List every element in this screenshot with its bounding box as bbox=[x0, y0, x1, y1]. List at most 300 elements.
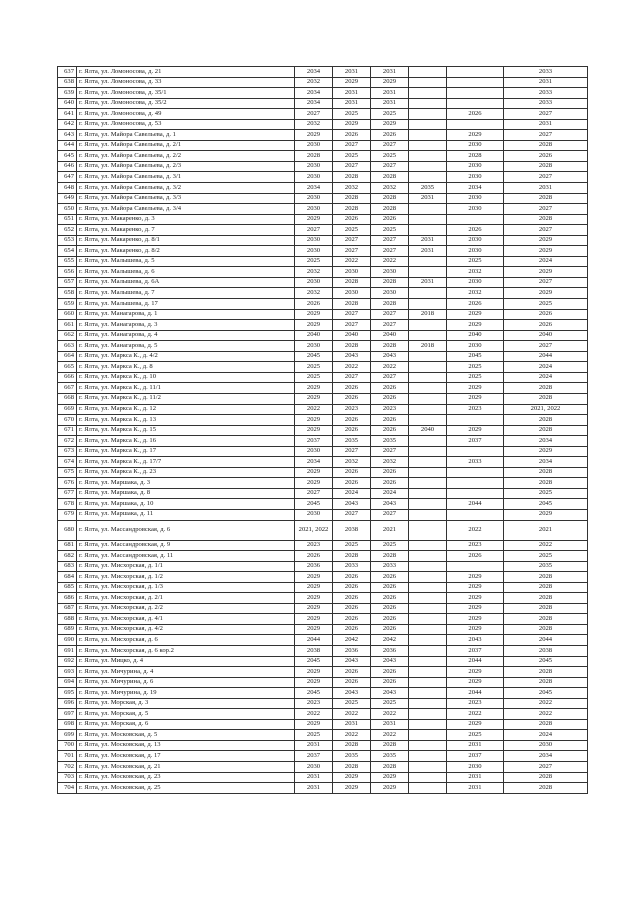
row-number-cell: 681 bbox=[58, 540, 77, 551]
year-cell: 2029 bbox=[295, 393, 333, 404]
year-cell: 2022 bbox=[333, 256, 371, 267]
year-cell bbox=[409, 109, 447, 120]
row-number-cell: 683 bbox=[58, 561, 77, 572]
table-row bbox=[58, 161, 588, 172]
address-cell: г. Ялта, ул. Маркса К., д. 8 bbox=[77, 362, 295, 373]
address-cell: г. Ялта, ул. Морская, д. 5 bbox=[77, 709, 295, 720]
year-cell: 2028 bbox=[504, 614, 588, 625]
year-cell: 2035 bbox=[371, 751, 409, 762]
address-cell: г. Ялта, ул. Мисхорская, д. 1/1 bbox=[77, 561, 295, 572]
table-row bbox=[58, 488, 588, 499]
year-cell: 2029 bbox=[371, 783, 409, 794]
address-cell: г. Ялта, ул. Мицко, д. 4 bbox=[77, 656, 295, 667]
address-cell: г. Ялта, ул. Московская, д. 21 bbox=[77, 762, 295, 773]
table-row bbox=[58, 762, 588, 773]
row-number-cell: 639 bbox=[58, 88, 77, 99]
year-cell: 2024 bbox=[504, 362, 588, 373]
address-cell: г. Ялта, ул. Маркса К., д. 23 bbox=[77, 467, 295, 478]
table-row bbox=[58, 624, 588, 635]
address-cell: г. Ялта, ул. Мисхорская, д. 4/1 bbox=[77, 614, 295, 625]
year-cell: 2044 bbox=[447, 499, 504, 510]
row-number-cell: 704 bbox=[58, 783, 77, 794]
year-cell: 2025 bbox=[333, 151, 371, 162]
table-row bbox=[58, 457, 588, 468]
year-cell bbox=[447, 446, 504, 457]
row-number-cell: 671 bbox=[58, 425, 77, 436]
year-cell: 2030 bbox=[295, 235, 333, 246]
table-row bbox=[58, 88, 588, 99]
year-cell: 2028 bbox=[333, 204, 371, 215]
year-cell: 2030 bbox=[295, 277, 333, 288]
year-cell: 2021 bbox=[371, 520, 409, 540]
address-cell: г. Ялта, ул. Маркса К., д. 16 bbox=[77, 436, 295, 447]
table-row bbox=[58, 478, 588, 489]
row-number-cell: 700 bbox=[58, 740, 77, 751]
year-cell: 2042 bbox=[333, 635, 371, 646]
address-cell: г. Ялта, ул. Морская, д. 6 bbox=[77, 719, 295, 730]
year-cell: 2026 bbox=[333, 130, 371, 141]
row-number-cell: 678 bbox=[58, 499, 77, 510]
year-cell: 2029 bbox=[371, 772, 409, 783]
year-cell: 2028 bbox=[371, 740, 409, 751]
year-cell: 2029 bbox=[295, 478, 333, 489]
year-cell: 2023 bbox=[295, 540, 333, 551]
year-cell: 2022 bbox=[504, 698, 588, 709]
year-cell bbox=[447, 98, 504, 109]
year-cell: 2028 bbox=[504, 624, 588, 635]
address-cell: г. Ялта, ул. Маркса К., д. 13 bbox=[77, 415, 295, 426]
year-cell bbox=[409, 351, 447, 362]
year-cell: 2027 bbox=[504, 762, 588, 773]
year-cell: 2025 bbox=[447, 256, 504, 267]
year-cell: 2023 bbox=[371, 404, 409, 415]
row-number-cell: 654 bbox=[58, 246, 77, 257]
year-cell: 2029 bbox=[295, 624, 333, 635]
table-row bbox=[58, 119, 588, 130]
year-cell: 2028 bbox=[371, 762, 409, 773]
year-cell bbox=[409, 436, 447, 447]
year-cell: 2030 bbox=[447, 140, 504, 151]
address-cell: г. Ялта, ул. Майора Савельева, д. 3/3 bbox=[77, 193, 295, 204]
row-number-cell: 692 bbox=[58, 656, 77, 667]
year-cell: 2029 bbox=[295, 214, 333, 225]
year-cell: 2028 bbox=[333, 172, 371, 183]
year-cell: 2023 bbox=[447, 404, 504, 415]
table-row bbox=[58, 603, 588, 614]
table-row bbox=[58, 320, 588, 331]
year-cell: 2028 bbox=[504, 478, 588, 489]
year-cell: 2029 bbox=[333, 77, 371, 88]
row-number-cell: 684 bbox=[58, 572, 77, 583]
table-row bbox=[58, 688, 588, 699]
year-cell: 2027 bbox=[504, 277, 588, 288]
address-cell: г. Ялта, ул. Малышева, д. 6А bbox=[77, 277, 295, 288]
year-cell: 2038 bbox=[333, 520, 371, 540]
row-number-cell: 697 bbox=[58, 709, 77, 720]
year-cell: 2029 bbox=[447, 572, 504, 583]
year-cell: 2031 bbox=[504, 183, 588, 194]
year-cell: 2031 bbox=[295, 772, 333, 783]
year-cell: 2028 bbox=[371, 551, 409, 562]
table-row bbox=[58, 709, 588, 720]
year-cell: 2028 bbox=[504, 467, 588, 478]
address-cell: г. Ялта, ул. Майора Савельева, д. 3/4 bbox=[77, 204, 295, 215]
row-number-cell: 655 bbox=[58, 256, 77, 267]
row-number-cell: 667 bbox=[58, 383, 77, 394]
table-row bbox=[58, 267, 588, 278]
row-number-cell: 685 bbox=[58, 582, 77, 593]
year-cell: 2029 bbox=[295, 309, 333, 320]
year-cell: 2022 bbox=[447, 709, 504, 720]
year-cell bbox=[409, 415, 447, 426]
year-cell: 2033 bbox=[504, 88, 588, 99]
table-row bbox=[58, 436, 588, 447]
year-cell: 2025 bbox=[371, 698, 409, 709]
row-number-cell: 648 bbox=[58, 183, 77, 194]
year-cell: 2029 bbox=[504, 267, 588, 278]
year-cell: 2027 bbox=[371, 161, 409, 172]
year-cell: 2029 bbox=[447, 383, 504, 394]
year-cell: 2034 bbox=[295, 98, 333, 109]
row-number-cell: 652 bbox=[58, 225, 77, 236]
address-cell: г. Ялта, ул. Ломоносова, д. 35/2 bbox=[77, 98, 295, 109]
year-cell: 2027 bbox=[333, 161, 371, 172]
year-cell: 2029 bbox=[295, 467, 333, 478]
year-cell: 2022 bbox=[333, 362, 371, 373]
year-cell: 2042 bbox=[371, 635, 409, 646]
year-cell bbox=[409, 140, 447, 151]
address-cell: г. Ялта, ул. Манагарова, д. 1 bbox=[77, 309, 295, 320]
row-number-cell: 702 bbox=[58, 762, 77, 773]
year-cell: 2029 bbox=[447, 624, 504, 635]
table-row bbox=[58, 467, 588, 478]
year-cell bbox=[409, 762, 447, 773]
year-cell: 2043 bbox=[371, 499, 409, 510]
year-cell: 2040 bbox=[333, 330, 371, 341]
row-number-cell: 658 bbox=[58, 288, 77, 299]
year-cell: 2045 bbox=[295, 656, 333, 667]
row-number-cell: 676 bbox=[58, 478, 77, 489]
year-cell: 2036 bbox=[333, 645, 371, 656]
year-cell: 2027 bbox=[371, 140, 409, 151]
year-cell bbox=[409, 688, 447, 699]
year-cell: 2029 bbox=[447, 593, 504, 604]
year-cell: 2032 bbox=[447, 267, 504, 278]
year-cell: 2028 bbox=[371, 277, 409, 288]
year-cell: 2037 bbox=[295, 751, 333, 762]
table-row bbox=[58, 593, 588, 604]
year-cell: 2043 bbox=[333, 656, 371, 667]
year-cell: 2028 bbox=[504, 593, 588, 604]
row-number-cell: 656 bbox=[58, 267, 77, 278]
year-cell: 2029 bbox=[447, 309, 504, 320]
year-cell: 2033 bbox=[504, 98, 588, 109]
year-cell: 2043 bbox=[447, 635, 504, 646]
address-cell: г. Ялта, ул. Майора Савельева, д. 2/1 bbox=[77, 140, 295, 151]
year-cell: 2029 bbox=[504, 446, 588, 457]
year-cell bbox=[409, 478, 447, 489]
year-cell: 2026 bbox=[371, 467, 409, 478]
year-cell: 2030 bbox=[447, 235, 504, 246]
year-cell: 2026 bbox=[333, 582, 371, 593]
year-cell: 2040 bbox=[371, 330, 409, 341]
year-cell: 2045 bbox=[504, 656, 588, 667]
year-cell: 2034 bbox=[295, 67, 333, 78]
year-cell: 2026 bbox=[371, 393, 409, 404]
year-cell: 2026 bbox=[333, 667, 371, 678]
year-cell: 2032 bbox=[295, 77, 333, 88]
year-cell: 2032 bbox=[333, 457, 371, 468]
table-row bbox=[58, 288, 588, 299]
year-cell: 2034 bbox=[295, 88, 333, 99]
table-row bbox=[58, 214, 588, 225]
year-cell: 2031 bbox=[295, 783, 333, 794]
year-cell: 2029 bbox=[504, 288, 588, 299]
table-row bbox=[58, 730, 588, 741]
year-cell bbox=[409, 161, 447, 172]
row-number-cell: 695 bbox=[58, 688, 77, 699]
year-cell: 2037 bbox=[295, 436, 333, 447]
address-cell: г. Ялта, ул. Манагарова, д. 4 bbox=[77, 330, 295, 341]
year-cell: 2027 bbox=[371, 509, 409, 520]
year-cell: 2030 bbox=[447, 246, 504, 257]
year-cell: 2032 bbox=[333, 183, 371, 194]
row-number-cell: 686 bbox=[58, 593, 77, 604]
year-cell: 2026 bbox=[447, 551, 504, 562]
year-cell: 2027 bbox=[504, 130, 588, 141]
year-cell: 2028 bbox=[504, 140, 588, 151]
year-cell: 2026 bbox=[333, 614, 371, 625]
table-row bbox=[58, 109, 588, 120]
year-cell bbox=[409, 362, 447, 373]
year-cell: 2025 bbox=[504, 551, 588, 562]
year-cell: 2022 bbox=[333, 730, 371, 741]
year-cell: 2028 bbox=[504, 193, 588, 204]
year-cell: 2040 bbox=[295, 330, 333, 341]
year-cell: 2028 bbox=[333, 740, 371, 751]
row-number-cell: 642 bbox=[58, 119, 77, 130]
address-cell: г. Ялта, ул. Маркса К., д. 4/2 bbox=[77, 351, 295, 362]
year-cell: 2044 bbox=[447, 656, 504, 667]
year-cell: 2029 bbox=[295, 425, 333, 436]
year-cell: 2029 bbox=[295, 130, 333, 141]
table-row bbox=[58, 540, 588, 551]
table-row bbox=[58, 425, 588, 436]
year-cell: 2028 bbox=[504, 214, 588, 225]
year-cell bbox=[409, 677, 447, 688]
year-cell bbox=[409, 467, 447, 478]
row-number-cell: 660 bbox=[58, 309, 77, 320]
year-cell: 2028 bbox=[504, 415, 588, 426]
year-cell: 2026 bbox=[371, 614, 409, 625]
address-cell: г. Ялта, ул. Маркса К., д. 15 bbox=[77, 425, 295, 436]
table-row bbox=[58, 341, 588, 352]
row-number-cell: 668 bbox=[58, 393, 77, 404]
year-cell: 2033 bbox=[333, 561, 371, 572]
year-cell: 2037 bbox=[447, 436, 504, 447]
row-number-cell: 644 bbox=[58, 140, 77, 151]
year-cell: 2031 bbox=[371, 98, 409, 109]
table-row bbox=[58, 772, 588, 783]
address-cell: г. Ялта, ул. Манагарова, д. 5 bbox=[77, 341, 295, 352]
row-number-cell: 680 bbox=[58, 520, 77, 540]
year-cell bbox=[447, 67, 504, 78]
year-cell: 2024 bbox=[504, 256, 588, 267]
address-cell: г. Ялта, ул. Ломоносова, д. 33 bbox=[77, 77, 295, 88]
year-cell: 2025 bbox=[295, 362, 333, 373]
row-number-cell: 682 bbox=[58, 551, 77, 562]
year-cell: 2022 bbox=[447, 520, 504, 540]
row-number-cell: 646 bbox=[58, 161, 77, 172]
year-cell: 2023 bbox=[447, 540, 504, 551]
year-cell: 2043 bbox=[371, 688, 409, 699]
year-cell: 2029 bbox=[447, 393, 504, 404]
year-cell: 2025 bbox=[295, 730, 333, 741]
year-cell: 2030 bbox=[295, 762, 333, 773]
year-cell: 2031 bbox=[447, 783, 504, 794]
year-cell bbox=[409, 499, 447, 510]
year-cell: 2031 bbox=[371, 67, 409, 78]
year-cell: 2031 bbox=[333, 88, 371, 99]
year-cell: 2043 bbox=[371, 656, 409, 667]
year-cell: 2045 bbox=[295, 499, 333, 510]
year-cell: 2031 bbox=[371, 88, 409, 99]
year-cell bbox=[409, 172, 447, 183]
table-row bbox=[58, 309, 588, 320]
year-cell: 2022 bbox=[333, 709, 371, 720]
year-cell: 2026 bbox=[333, 603, 371, 614]
year-cell: 2026 bbox=[447, 225, 504, 236]
row-number-cell: 663 bbox=[58, 341, 77, 352]
year-cell: 2026 bbox=[333, 383, 371, 394]
year-cell: 2028 bbox=[504, 425, 588, 436]
row-number-cell: 690 bbox=[58, 635, 77, 646]
year-cell: 2025 bbox=[295, 256, 333, 267]
address-cell: г. Ялта, ул. Макаренко, д. 8/2 bbox=[77, 246, 295, 257]
year-cell: 2030 bbox=[447, 193, 504, 204]
address-cell: г. Ялта, ул. Мисхорская, д. 2/2 bbox=[77, 603, 295, 614]
year-cell bbox=[409, 561, 447, 572]
year-cell: 2028 bbox=[504, 772, 588, 783]
year-cell: 2025 bbox=[371, 109, 409, 120]
year-cell: 2034 bbox=[295, 457, 333, 468]
year-cell: 2026 bbox=[504, 151, 588, 162]
table-row bbox=[58, 140, 588, 151]
year-cell: 2027 bbox=[295, 225, 333, 236]
year-cell: 2029 bbox=[447, 603, 504, 614]
row-number-cell: 643 bbox=[58, 130, 77, 141]
year-cell: 2027 bbox=[371, 320, 409, 331]
year-cell: 2031 bbox=[409, 246, 447, 257]
year-cell: 2026 bbox=[447, 299, 504, 310]
year-cell bbox=[409, 719, 447, 730]
address-cell: г. Ялта, ул. Маркса К., д. 11/1 bbox=[77, 383, 295, 394]
year-cell: 2029 bbox=[295, 677, 333, 688]
address-cell: г. Ялта, ул. Маркса К., д. 17/7 bbox=[77, 457, 295, 468]
year-cell: 2026 bbox=[333, 467, 371, 478]
address-cell: г. Ялта, ул. Манагарова, д. 3 bbox=[77, 320, 295, 331]
address-cell: г. Ялта, ул. Майора Савельева, д. 3/1 bbox=[77, 172, 295, 183]
year-cell: 2028 bbox=[295, 151, 333, 162]
year-cell: 2026 bbox=[333, 425, 371, 436]
table-row bbox=[58, 499, 588, 510]
year-cell: 2027 bbox=[371, 309, 409, 320]
row-number-cell: 657 bbox=[58, 277, 77, 288]
year-cell bbox=[409, 593, 447, 604]
year-cell bbox=[409, 288, 447, 299]
year-cell: 2027 bbox=[504, 204, 588, 215]
row-number-cell: 693 bbox=[58, 667, 77, 678]
table-row bbox=[58, 509, 588, 520]
address-cell: г. Ялта, ул. Майора Савельева, д. 2/2 bbox=[77, 151, 295, 162]
table-row bbox=[58, 645, 588, 656]
year-cell: 2026 bbox=[371, 415, 409, 426]
row-number-cell: 665 bbox=[58, 362, 77, 373]
year-cell bbox=[409, 740, 447, 751]
table-row bbox=[58, 667, 588, 678]
year-cell: 2029 bbox=[447, 130, 504, 141]
year-cell: 2029 bbox=[295, 320, 333, 331]
year-cell: 2022 bbox=[371, 730, 409, 741]
year-cell bbox=[409, 446, 447, 457]
table-row bbox=[58, 393, 588, 404]
year-cell: 2025 bbox=[447, 730, 504, 741]
year-cell: 2043 bbox=[333, 688, 371, 699]
address-cell: г. Ялта, ул. Мичурина, д. 19 bbox=[77, 688, 295, 699]
year-cell bbox=[409, 540, 447, 551]
address-cell: г. Ялта, ул. Маркса К., д. 12 bbox=[77, 404, 295, 415]
address-cell: г. Ялта, ул. Макаренко, д. 7 bbox=[77, 225, 295, 236]
row-number-cell: 659 bbox=[58, 299, 77, 310]
table-row bbox=[58, 719, 588, 730]
table-row bbox=[58, 677, 588, 688]
year-cell: 2028 bbox=[371, 341, 409, 352]
year-cell: 2031 bbox=[333, 719, 371, 730]
row-number-cell: 677 bbox=[58, 488, 77, 499]
address-cell: г. Ялта, ул. Московская, д. 23 bbox=[77, 772, 295, 783]
year-cell: 2033 bbox=[371, 561, 409, 572]
year-cell bbox=[447, 77, 504, 88]
table-row bbox=[58, 635, 588, 646]
year-cell: 2028 bbox=[504, 603, 588, 614]
row-number-cell: 664 bbox=[58, 351, 77, 362]
address-cell: г. Ялта, ул. Маршака, д. 10 bbox=[77, 499, 295, 510]
year-cell: 2031 bbox=[409, 235, 447, 246]
row-number-cell: 666 bbox=[58, 372, 77, 383]
year-cell: 2028 bbox=[504, 393, 588, 404]
table-row bbox=[58, 561, 588, 572]
year-cell bbox=[409, 614, 447, 625]
table-row bbox=[58, 751, 588, 762]
year-cell bbox=[409, 667, 447, 678]
year-cell bbox=[409, 256, 447, 267]
year-cell: 2029 bbox=[295, 593, 333, 604]
table-row bbox=[58, 299, 588, 310]
year-cell: 2027 bbox=[504, 341, 588, 352]
table-row bbox=[58, 740, 588, 751]
row-number-cell: 670 bbox=[58, 415, 77, 426]
table-row bbox=[58, 204, 588, 215]
year-cell: 2029 bbox=[447, 667, 504, 678]
year-cell: 2030 bbox=[295, 509, 333, 520]
row-number-cell: 675 bbox=[58, 467, 77, 478]
address-cell: г. Ялта, ул. Мисхорская, д. 1/3 bbox=[77, 582, 295, 593]
year-cell bbox=[409, 572, 447, 583]
year-cell: 2028 bbox=[333, 299, 371, 310]
year-cell: 2028 bbox=[371, 299, 409, 310]
table-row bbox=[58, 277, 588, 288]
year-cell bbox=[409, 383, 447, 394]
